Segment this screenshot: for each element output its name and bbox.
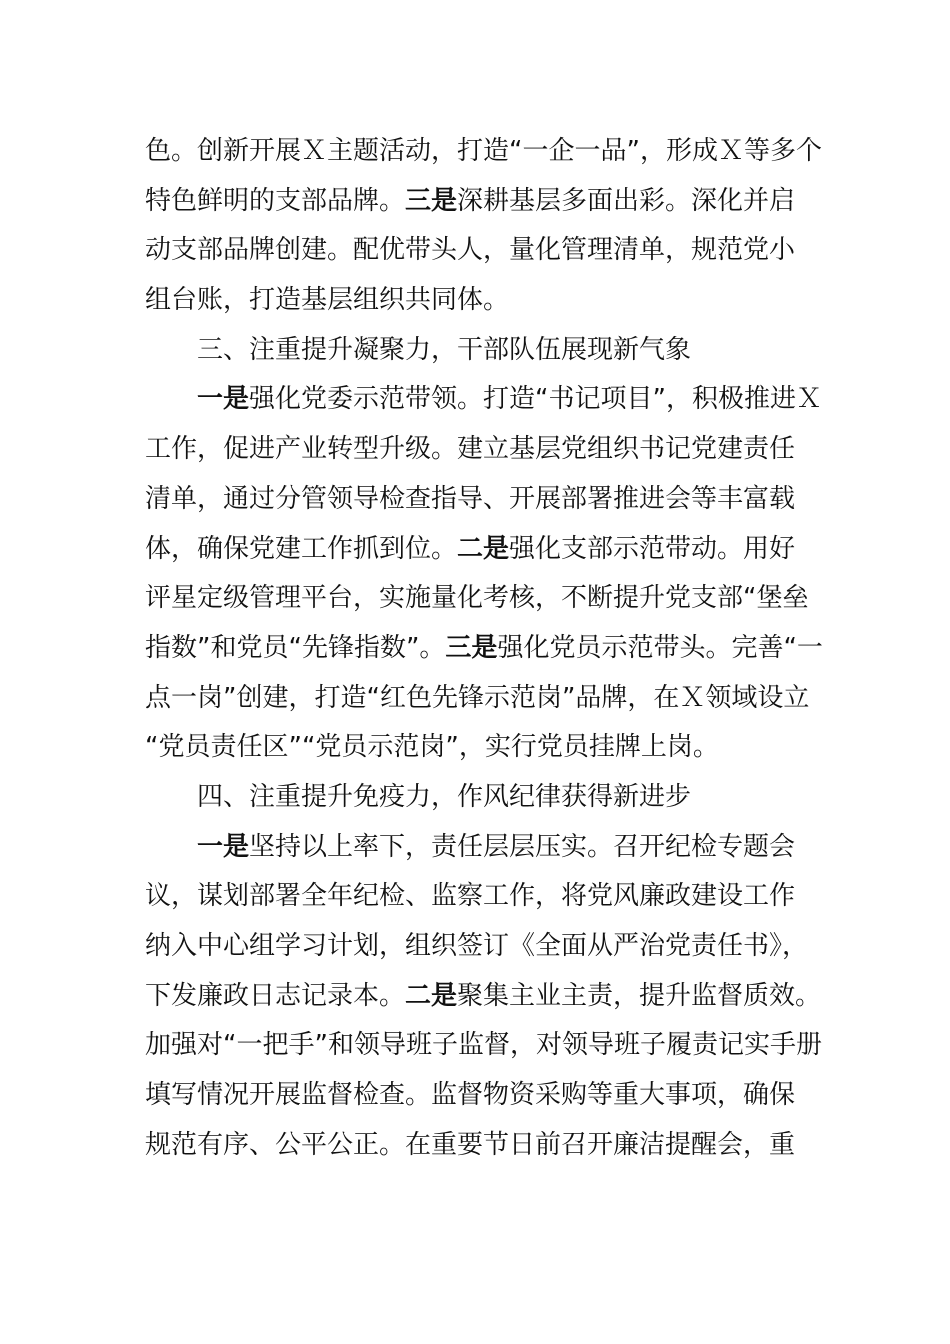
- bold-lead: 一是: [197, 831, 250, 862]
- text-line: [145, 723, 805, 773]
- text-segment: 指数”和党员“先锋指数”。: [145, 632, 446, 663]
- text-segment: 填写情况开展监督检查。监督物资采购等重大事项，确保: [145, 1080, 796, 1111]
- text-segment: 强化支部示范带动。用好: [509, 533, 796, 564]
- text-line: [145, 1121, 805, 1171]
- text-segment: 强化党员示范带头。完善“一: [497, 632, 823, 663]
- bold-lead: 三是: [405, 185, 458, 216]
- text-line: [145, 1021, 822, 1071]
- text-segment: 点一岗”创建，打造“红色先锋示范岗”品牌，在Ｘ领域设立: [145, 682, 810, 713]
- text-segment: 动支部品牌创建。配优带头人，量化管理清单，规范党小: [145, 235, 796, 266]
- text-segment: 色。创新开展Ｘ主题活动，打造“一企一品”，形成Ｘ等多个: [145, 136, 822, 166]
- bold-lead: 二是: [405, 980, 458, 1011]
- text-line: [145, 872, 805, 922]
- text-line: [145, 823, 805, 873]
- bold-lead: 二是: [457, 533, 510, 564]
- text-segment: “党员责任区”“党员示范岗”，实行党员挂牌上岗。: [145, 732, 719, 763]
- text-line: [145, 525, 805, 575]
- text-line: [145, 127, 822, 177]
- text-segment: 组台账，打造基层组织共同体。: [145, 285, 510, 316]
- text-line: [145, 226, 805, 276]
- section-heading: [145, 773, 805, 823]
- text-segment: 清单，通过分管领导检查指导、开展部署推进会等丰富载: [145, 483, 796, 514]
- text-line: [145, 1071, 805, 1121]
- text-segment: 加强对“一把手”和领导班子监督，对领导班子履责记实手册: [145, 1030, 822, 1061]
- text-line: [145, 475, 805, 525]
- section-heading: [145, 326, 805, 376]
- text-segment: 议，谋划部署全年纪检、监察工作，将党风廉政建设工作: [145, 881, 796, 912]
- text-line: [145, 574, 809, 624]
- heading-text: 四、注重提升免疫力，作风纪律获得新进步: [197, 781, 692, 812]
- text-segment: 下发廉政日志记录本。: [145, 980, 406, 1011]
- bold-lead: 三是: [445, 632, 498, 663]
- text-segment: 强化党委示范带领。打造“书记项目”，积极推进Ｘ: [249, 384, 822, 415]
- text-segment: 工作，促进产业转型升级。建立基层党组织书记党建责任: [145, 434, 796, 465]
- text-line: [145, 624, 823, 674]
- text-segment: 评星定级管理平台，实施量化考核，不断提升党支部“堡垒: [145, 583, 809, 614]
- text-line: [145, 674, 810, 724]
- text-segment: 坚持以上率下，责任层层压实。召开纪检专题会: [249, 831, 796, 862]
- text-line: [145, 375, 822, 425]
- text-line: [145, 425, 805, 475]
- bold-lead: 一是: [197, 384, 250, 415]
- document-body: [145, 127, 823, 1170]
- text-line: [145, 972, 822, 1022]
- text-line: [145, 177, 805, 227]
- text-segment: 聚集主业主责，提升监督质效。: [457, 980, 822, 1011]
- heading-text: 三、注重提升凝聚力，干部队伍展现新气象: [197, 334, 692, 365]
- text-segment: 纳入中心组学习计划，组织签订《全面从严治党责任书》，: [145, 931, 809, 961]
- text-segment: 体，确保党建工作抓到位。: [145, 533, 458, 564]
- text-segment: 特色鲜明的支部品牌。: [145, 185, 406, 216]
- text-segment: 规范有序、公平公正。在重要节日前召开廉洁提醒会，重: [145, 1129, 796, 1160]
- text-line: [145, 922, 809, 972]
- text-line: [145, 276, 805, 326]
- text-segment: 深耕基层多面出彩。深化并启: [457, 185, 796, 216]
